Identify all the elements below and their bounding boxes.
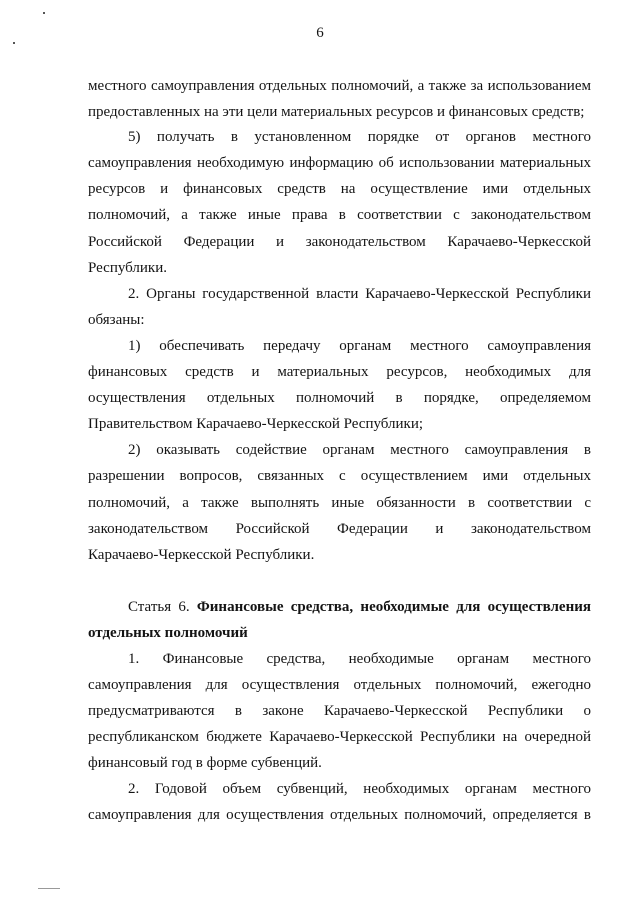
scan-speck: [43, 12, 45, 14]
text-line: Карачаево-Черкесской Республики.: [88, 547, 315, 563]
text-line: разрешении вопросов, связанных с осуществлением ими отдельных: [88, 468, 591, 484]
text-line: 5) получать в установленном порядке от органов местного: [128, 129, 591, 145]
text-line: местного самоуправления отдельных полномочий, а также за использованием: [88, 78, 591, 94]
text-line: финансовых средств и материальных ресурсов, необходимых для: [88, 364, 591, 380]
scan-speck: [13, 42, 15, 44]
article-heading: [128, 598, 591, 616]
text-line: финансовый год в форме субвенций.: [88, 755, 322, 771]
article-title: Финансовые средства, необходимые для осуществления: [196, 599, 591, 615]
text-line: 2. Годовой объем субвенций, необходимых органам местного: [128, 781, 591, 797]
page-number: 6: [316, 25, 324, 41]
text-line: 1) обеспечивать передачу органам местного самоуправления: [128, 338, 591, 354]
text-line: полномочий, а также выполнять иные обязанности в соответствии с: [88, 495, 591, 511]
text-line: 1. Финансовые средства, необходимые органам местного: [128, 651, 591, 667]
text-line: Правительством Карачаево-Черкесской Республики;: [88, 416, 424, 432]
text-line: законодательством Российской Федерации и законодательством: [88, 521, 591, 537]
scan-speck: [38, 888, 60, 889]
text-line: самоуправления для осуществления отдельных полномочий, определяется в: [88, 807, 591, 823]
text-line: 2. Органы государственной власти Карачаево-Черкесской Республики: [128, 286, 591, 302]
text-line: предусматриваются в законе Карачаево-Черкесской Республики о: [88, 703, 591, 719]
text-line: 2) оказывать содействие органам местного самоуправления в: [128, 442, 591, 458]
article-number: Статья 6.: [128, 599, 190, 615]
text-line: ресурсов и финансовых средств на осуществление ими отдельных: [88, 181, 591, 197]
text-line: полномочий, а также иные права в соответствии с законодательством: [88, 207, 591, 223]
text-line: республиканском бюджете Карачаево-Черкесской Республики на очередной: [88, 729, 591, 745]
text-line: предоставленных на эти цели материальных ресурсов и финансовых средств;: [88, 104, 585, 120]
text-line: Республики.: [88, 260, 167, 276]
text-line: самоуправления необходимую информацию об использовании материальных: [88, 155, 591, 171]
text-line: осуществления отдельных полномочий в порядке, определяемом: [88, 390, 591, 406]
text-line: Российской Федерации и законодательством Карачаево-Черкесской: [88, 234, 591, 250]
text-line: самоуправления для осуществления отдельных полномочий, ежегодно: [88, 677, 591, 693]
article-title-continued: отдельных полномочий: [88, 625, 248, 641]
text-line: обязаны:: [88, 312, 145, 328]
